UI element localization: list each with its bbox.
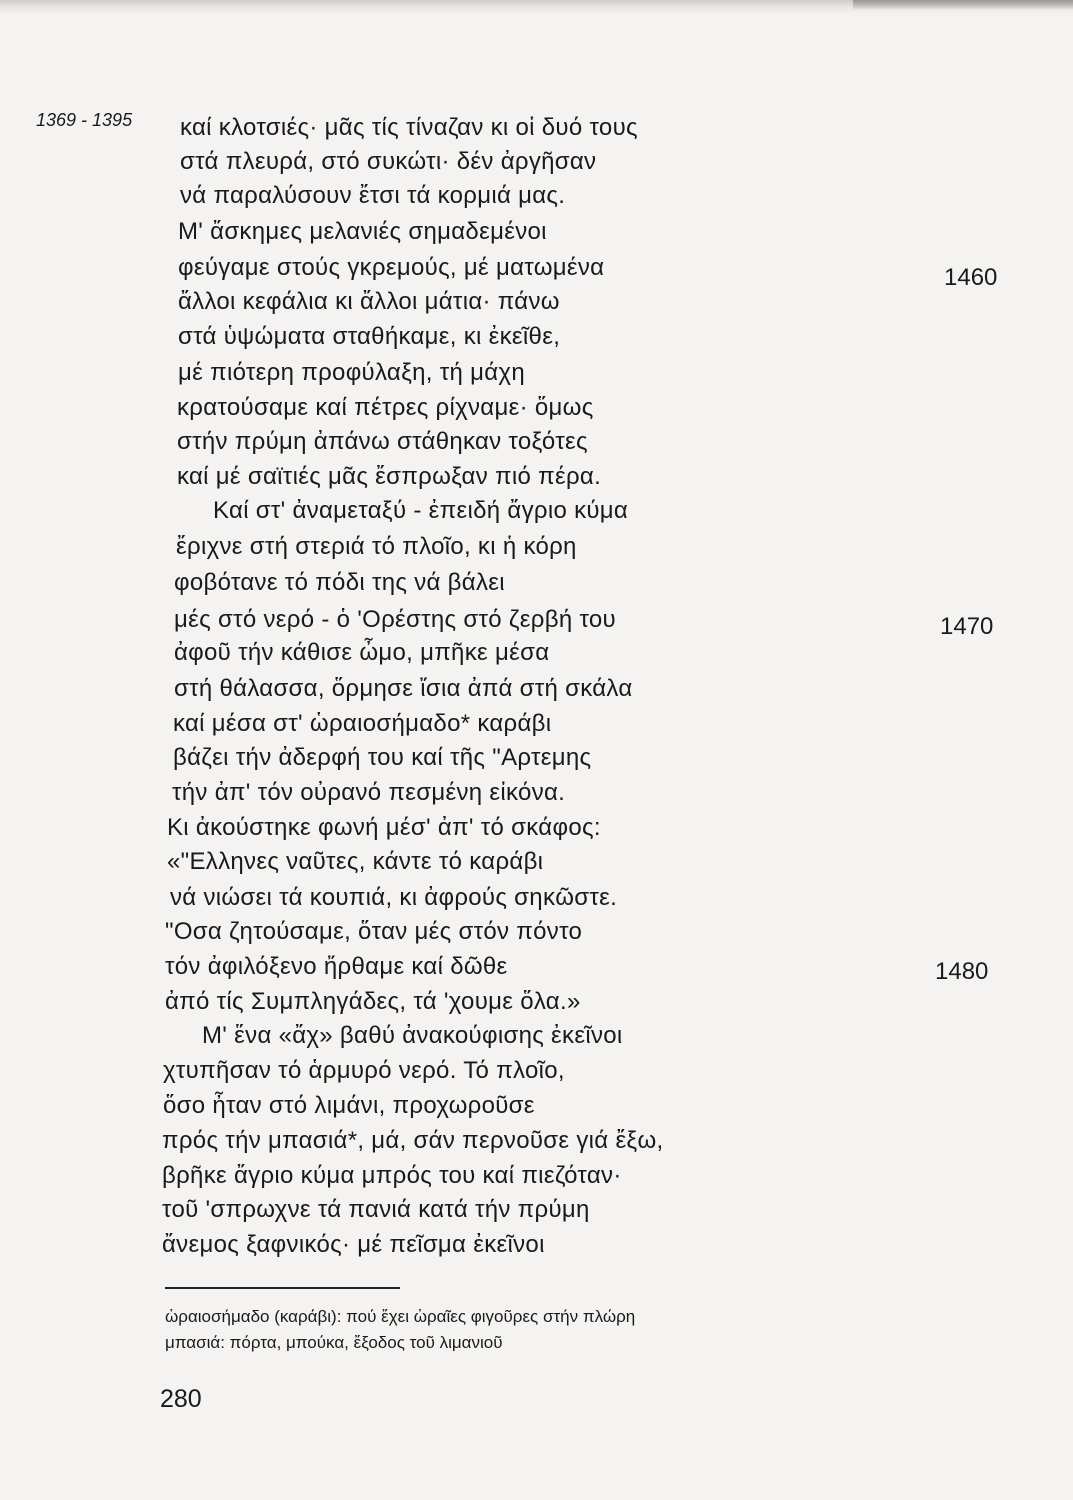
poem-line: τοῦ 'σπρωχνε τά πανιά κατά τήν πρύμη xyxy=(162,1196,590,1223)
poem-line: Μ' ἄσκημες μελανιές σημαδεμένοι xyxy=(178,218,547,245)
poem-line: Καί στ' ἀναμεταξύ - ἐπειδή ἄγριο κύμα xyxy=(213,497,629,524)
poem-line: Κι ἀκούστηκε φωνή μέσ' ἀπ' τό σκάφος: xyxy=(167,814,601,841)
line-number-marker: 1470 xyxy=(940,613,994,640)
line-number-marker: 1480 xyxy=(935,958,989,985)
page-number: 280 xyxy=(160,1385,202,1413)
poem-line: καί κλοτσιές· μᾶς τίς τίναζαν κι οἱ δυό τους xyxy=(180,114,638,141)
poem-line: τήν ἀπ' τόν οὐρανό πεσμένη εἰκόνα. xyxy=(172,779,566,806)
poem-line: στή θάλασσα, ὅρμησε ἴσια ἀπά στή σκάλα xyxy=(174,675,633,702)
poem-line: ἄνεμος ξαφνικός· μέ πεῖσμα ἐκεῖνοι xyxy=(162,1231,545,1258)
poem-line: στά πλευρά, στό συκώτι· δέν ἀργῆσαν xyxy=(180,148,597,175)
poem-line: στήν πρύμη ἀπάνω στάθηκαν τοξότες xyxy=(177,428,588,455)
poem-line: ἀπό τίς Συμπληγάδες, τά 'χουμε ὅλα.» xyxy=(165,988,581,1015)
poem-line: καί μέ σαϊτιές μᾶς ἔσπρωξαν πιό πέρα. xyxy=(177,463,602,490)
poem-line: κρατούσαμε καί πέτρες ρίχναμε· ὅμως xyxy=(177,394,594,421)
footnote: μπασιά: πόρτα, μπούκα, ἔξοδος τοῦ λιμανιοῦ xyxy=(165,1333,503,1352)
poem-line: «"Ελληνες ναῦτες, κάντε τό καράβι xyxy=(167,848,544,875)
poem-line: χτυπῆσαν τό ἁρμυρό νερό. Τό πλοῖο, xyxy=(163,1057,565,1084)
poem-line: τόν ἀφιλόξενο ἤρθαμε καί δῶθε xyxy=(165,953,508,980)
poem-line: νά παραλύσουν ἔτσι τά κορμιά μας. xyxy=(180,182,566,209)
poem-line: βρῆκε ἄγριο κύμα μπρός του καί πιεζόταν· xyxy=(162,1162,622,1189)
poem-line: μές στό νερό - ὁ 'Ορέστης στό ζερβή του xyxy=(174,606,616,633)
poem-line: φοβότανε τό πόδι της νά βάλει xyxy=(174,569,505,596)
poem-line: βάζει τήν ἀδερφή του καί τῆς "Αρτεμης xyxy=(173,744,592,771)
poem-line: μέ πιότερη προφύλαξη, τή μάχη xyxy=(178,359,525,386)
poem-line: Μ' ἕνα «ἄχ» βαθύ ἀνακούφισης ἐκεῖνοι xyxy=(202,1022,623,1049)
poem-line: πρός τήν μπασιά*, μά, σάν περνοῦσε γιά ἔξω, xyxy=(162,1127,664,1154)
footnote-divider xyxy=(165,1287,400,1289)
poem-line: ἔριχνε στή στεριά τό πλοῖο, κι ἡ κόρη xyxy=(176,533,577,560)
poem-line: ἄλλοι κεφάλια κι ἄλλοι μάτια· πάνω xyxy=(178,288,560,315)
poem-line: νά νιώσει τά κουπιά, κι ἀφρούς σηκῶστε. xyxy=(170,884,618,911)
poem-line: ὅσο ἦταν στό λιμάνι, προχωροῦσε xyxy=(163,1092,535,1119)
poem-line: "Οσα ζητούσαμε, ὅταν μές στόν πόντο xyxy=(165,918,583,945)
line-reference: 1369 - 1395 xyxy=(36,110,133,130)
poem-line: στά ὑψώματα σταθήκαμε, κι ἐκεῖθε, xyxy=(178,323,561,350)
footnote: ὡραιοσήμαδο (καράβι): πού ἔχει ὡραῖες φιγοῦρες στήν πλώρη xyxy=(165,1307,636,1326)
line-number-marker: 1460 xyxy=(944,264,998,291)
poem-line: καί μέσα στ' ὡραιοσήμαδο* καράβι xyxy=(173,710,552,737)
poem-line: ἀφοῦ τήν κάθισε ὦμο, μπῆκε μέσα xyxy=(174,639,550,666)
poem-line: φεύγαμε στούς γκρεμούς, μέ ματωμένα xyxy=(178,254,605,281)
